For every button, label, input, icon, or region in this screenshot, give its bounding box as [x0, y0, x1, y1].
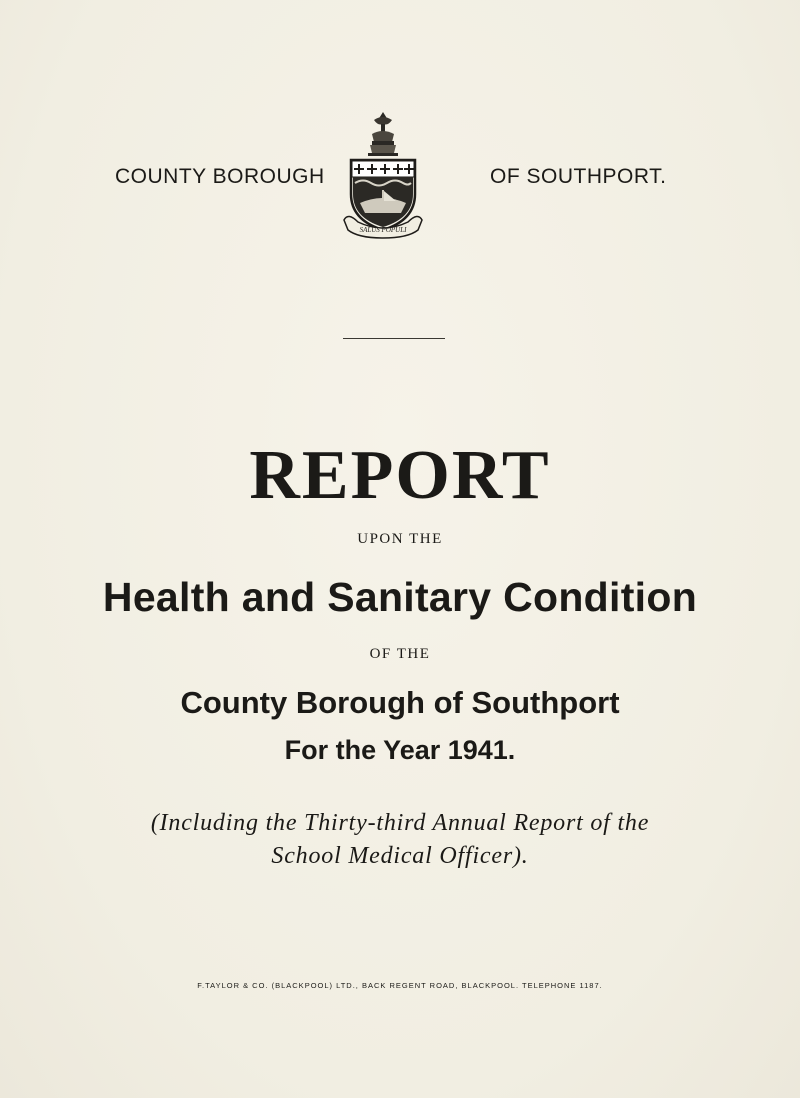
crest-motto-text: SALUS POPULI — [359, 226, 407, 234]
of-the-label: OF THE — [369, 646, 431, 662]
coat-of-arms-icon — [338, 108, 428, 243]
printer-imprint: F.TAYLOR & CO. (BLACKPOOL) LTD., BACK REGENT ROAD, BLACKPOOL. TELEPHONE 1187. — [197, 981, 603, 990]
header-county-borough: COUNTY BOROUGH — [115, 165, 325, 188]
year-line: For the Year 1941. — [284, 735, 516, 765]
divider-line — [343, 338, 445, 339]
upon-the-label: UPON THE — [357, 531, 443, 547]
report-title: REPORT — [249, 437, 551, 514]
including-line-1: (Including the Thirty-third Annual Report of the — [150, 810, 650, 836]
borough-heading: County Borough of Southport — [180, 685, 620, 720]
subject-heading: Health and Sanitary Condition — [102, 574, 698, 620]
including-line-2: School Medical Officer). — [271, 843, 529, 869]
header-of-southport: OF SOUTHPORT. — [490, 165, 667, 188]
